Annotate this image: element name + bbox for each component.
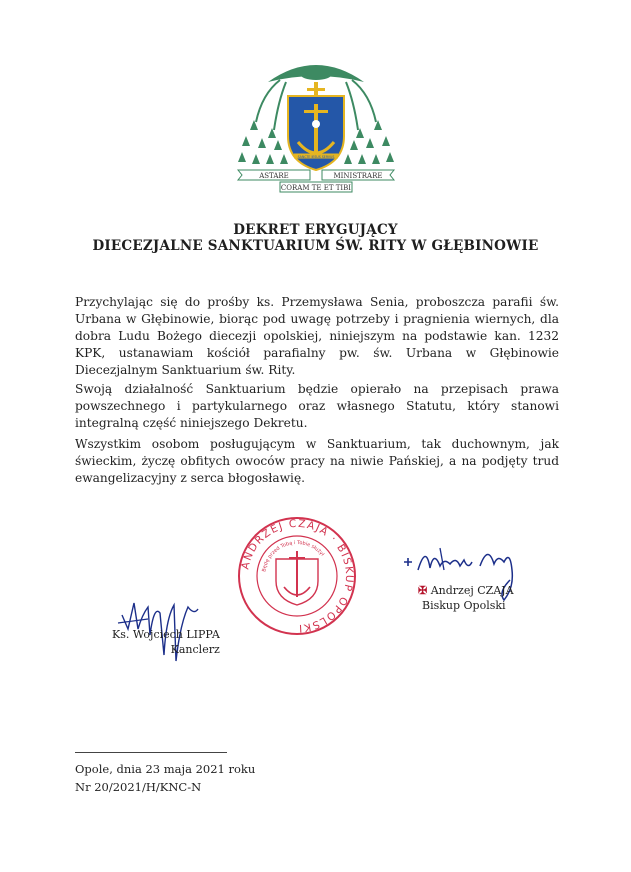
decree-title: DEKRET ERYGUJĄCY <box>233 222 398 238</box>
coat-of-arms-graphic <box>228 52 404 196</box>
chancellor-name: Ks. Wojciech LIPPA <box>112 628 220 641</box>
scroll-right-text: MINISTRARE <box>333 172 383 180</box>
paragraph-statute <box>75 381 559 432</box>
paragraph-text: Wszystkim osobom posługującym w Sanktuarium, tak duchownym, jak świeckim, życzę obfitych owoców pracy na niwie Pańskiej, a na podjęty trud ewangelizacyjny z serca błogosławię. <box>75 437 559 485</box>
bishop-name: Andrzej CZAJA <box>430 584 514 597</box>
coat-of-arms <box>228 52 404 196</box>
footer-divider <box>75 752 227 753</box>
reference-number: Nr 20/2021/H/KNC-N <box>75 780 202 794</box>
bishop-signature-block <box>418 583 514 613</box>
seal-graphic <box>236 515 358 637</box>
chancellor-signature-block <box>112 627 220 657</box>
bishop-seal <box>236 515 358 637</box>
chancellor-title: Kanclerz <box>170 643 220 656</box>
place-and-date: Opole, dnia 23 maja 2021 roku <box>75 762 256 776</box>
decree-subtitle: DIECEZJALNE SANKTUARIUM ŚW. RITY W GŁĘBINOWIE <box>92 238 539 254</box>
bishop-title: Biskup Opolski <box>422 599 506 612</box>
seal-outer-text: ANDRZEJ CZAJA · BISKUP OPOLSKI <box>239 517 356 635</box>
seal-inner-text: Będę przed Tobą i Tobie służył <box>261 539 326 573</box>
paragraph-text: Przychylając się do prośby ks. Przemysława Senia, proboszcza parafii św. Urbana w Głębinowie, biorąc pod uwagę potrzeby i pragnienia wiernych, dla dobra Ludu Bożego diecezji opolskiej, niniejszym na podstawie kan. 1232 KPK, ustanawiam kościół parafialny pw. św. Urbana w Głębinowie Diecezjalnym Sanktuarium św. Rity. <box>75 295 559 377</box>
motto-text: CORAM TE ET TIBI <box>280 184 352 192</box>
paragraph-text: Swoją działalność Sanktuarium będzie opierało na przepisach prawa powszechnego i partykularnego oraz własnego Statutu, który stanowi integralną część niniejszego Dekretu. <box>75 382 559 430</box>
paragraph-blessing <box>75 436 559 487</box>
episcopal-cross-icon: ✠ <box>418 584 428 597</box>
shield-motto: SANCTE IESUS SERVUS <box>297 155 335 159</box>
paragraph-establishment <box>75 294 559 379</box>
scroll-left-text: ASTARE <box>259 172 289 180</box>
svg-text:Będę przed Tobą i Tobie służył <box>261 540 325 572</box>
